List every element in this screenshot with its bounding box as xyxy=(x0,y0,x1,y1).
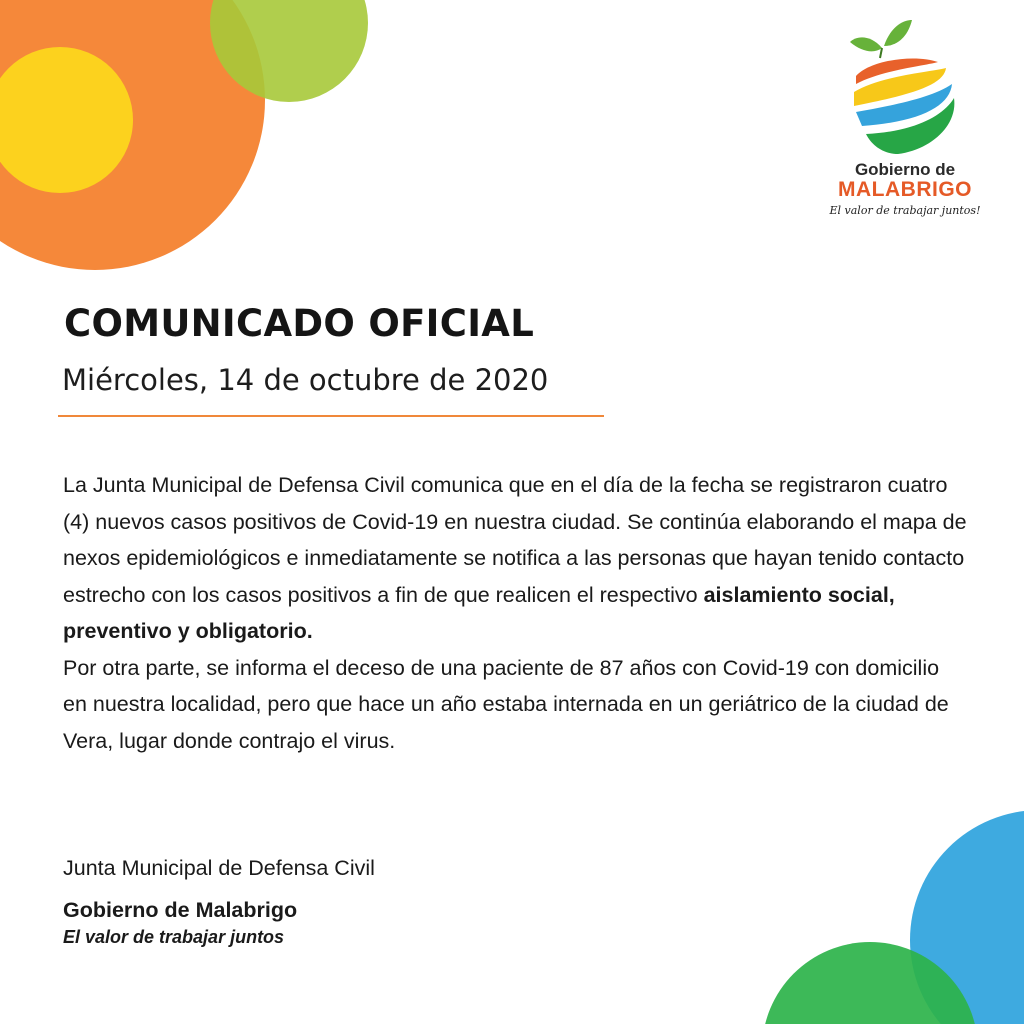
page-title: COMUNICADO OFICIAL xyxy=(64,302,535,345)
paragraph-cases-text: La Junta Municipal de Defensa Civil comunica que en el día de la fecha se registraron cuatro (4) nuevos casos positivos de Covid-19 en nuestra ciudad. Se continúa elaborando el mapa de nexos epidemiológicos e inmediatamente se notifica a las personas que hayan tenido contacto estrecho con los casos positivos a fin de que realicen el respectivo xyxy=(63,473,967,607)
announcement-body xyxy=(63,467,968,759)
signature-slogan: El valor de trabajar juntos xyxy=(63,927,285,947)
logo-fruit-icon xyxy=(820,14,990,159)
signature-entity: Junta Municipal de Defensa Civil xyxy=(63,856,375,880)
page-date: Miércoles, 14 de octubre de 2020 xyxy=(62,363,549,397)
logo-tagline: El valor de trabajar juntos! xyxy=(829,204,981,217)
logo-name: MALABRIGO xyxy=(838,178,972,201)
paragraph-cases xyxy=(63,467,968,650)
title-divider xyxy=(58,415,604,417)
logo-title: Gobierno de xyxy=(854,160,956,179)
signature-government: Gobierno de Malabrigo xyxy=(63,898,298,922)
paragraph-decease: Por otra parte, se informa el deceso de una paciente de 87 años con Covid-19 con domicilio en nuestra localidad, pero que hace un año estaba internada en un geriátrico de la ciudad de Vera, lugar donde contrajo el virus. xyxy=(63,655,949,753)
paragraph-cases-emphasis: aislamiento social, preventivo y obligatorio. xyxy=(63,582,895,643)
malabrigo-logo xyxy=(820,14,990,224)
